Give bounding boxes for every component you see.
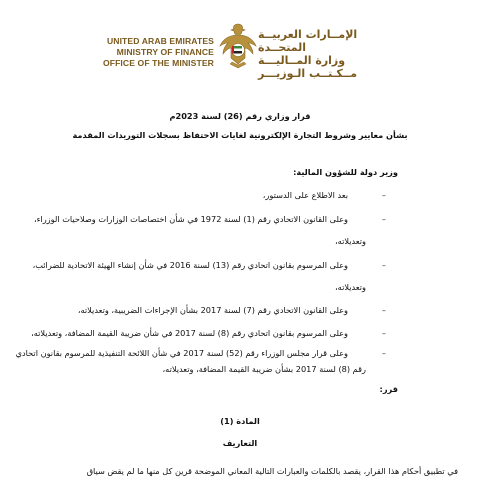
preamble-bullet: – xyxy=(381,214,386,224)
preamble-bullet: – xyxy=(381,305,386,315)
letterhead-en-line-2: MINISTRY OF FINANCE xyxy=(116,47,214,57)
letterhead-en-line-1: UNITED ARAB EMIRATES xyxy=(106,36,214,46)
preamble-item-2: وعلى القانون الاتحادي رقم (1) لسنة 1972 في شأن اختصاصات الوزارات وصلاحيات الوزراء، xyxy=(33,214,348,224)
article-body-line: في تطبيق أحكام هذا القرار، يقصد بالكلمات والعبارات التالية المعاني الموضحة قرين كل منها ما لم يقض سياق xyxy=(86,466,458,476)
letterhead-ar-line-3: مــكـتــب الـوزيـــر xyxy=(258,67,358,80)
addressee: وزير دولة للشؤون المالية: xyxy=(293,167,398,177)
preamble-bullet: – xyxy=(381,260,386,270)
article-title: المادة (1) xyxy=(220,416,260,426)
decision-label: قرر: xyxy=(379,384,398,394)
letterhead-ar-line-2: وزارة المــاليـــة xyxy=(258,54,346,67)
preamble-item-4: وعلى القانون الاتحادي رقم (7) لسنة 2017 بشأن الإجراءات الضريبية، وتعديلاته، xyxy=(77,305,348,315)
preamble-item-3: وعلى المرسوم بقانون اتحادي رقم (13) لسنة 2016 في شأن إنشاء الهيئة الاتحادية للضرائب، xyxy=(32,260,348,270)
article-heading: التعاريف xyxy=(222,438,258,448)
letterhead-ar-line-1: الإمــارات العربيــة المتحــدة xyxy=(258,28,358,54)
letterhead-en-line-3: OFFICE OF THE MINISTER xyxy=(102,58,214,68)
preamble-item-2-cont: وتعديلاته، xyxy=(335,236,366,246)
preamble-item-6: وعلى قرار مجلس الوزراء رقم (52) لسنة 2017 في شأن اللائحة التنفيذية للمرسوم بقانون اتحادي xyxy=(15,348,348,358)
preamble-bullet: – xyxy=(381,328,386,338)
preamble-bullet: – xyxy=(381,190,386,200)
preamble-item-3-cont: وتعديلاته، xyxy=(335,282,366,292)
decision-subtitle: بشأن معايير وشروط التجارة الإلكترونية لغايات الاحتفاظ بسجلات التوريدات المقدمة xyxy=(72,130,408,140)
preamble-bullet: – xyxy=(381,348,386,358)
preamble-item-6-cont: رقم (8) لسنة 2017 بشأن ضريبة القيمة المضافة، وتعديلاته، xyxy=(162,364,366,374)
preamble-item-5: وعلى المرسوم بقانون اتحادي رقم (8) لسنة 2017 في شأن ضريبة القيمة المضافة، وتعديلاته، xyxy=(31,328,348,338)
preamble-item-1: بعد الاطلاع على الدستور، xyxy=(262,190,348,200)
decision-title: قرار وزاري رقم (26) لسنة 2023م xyxy=(169,111,311,121)
